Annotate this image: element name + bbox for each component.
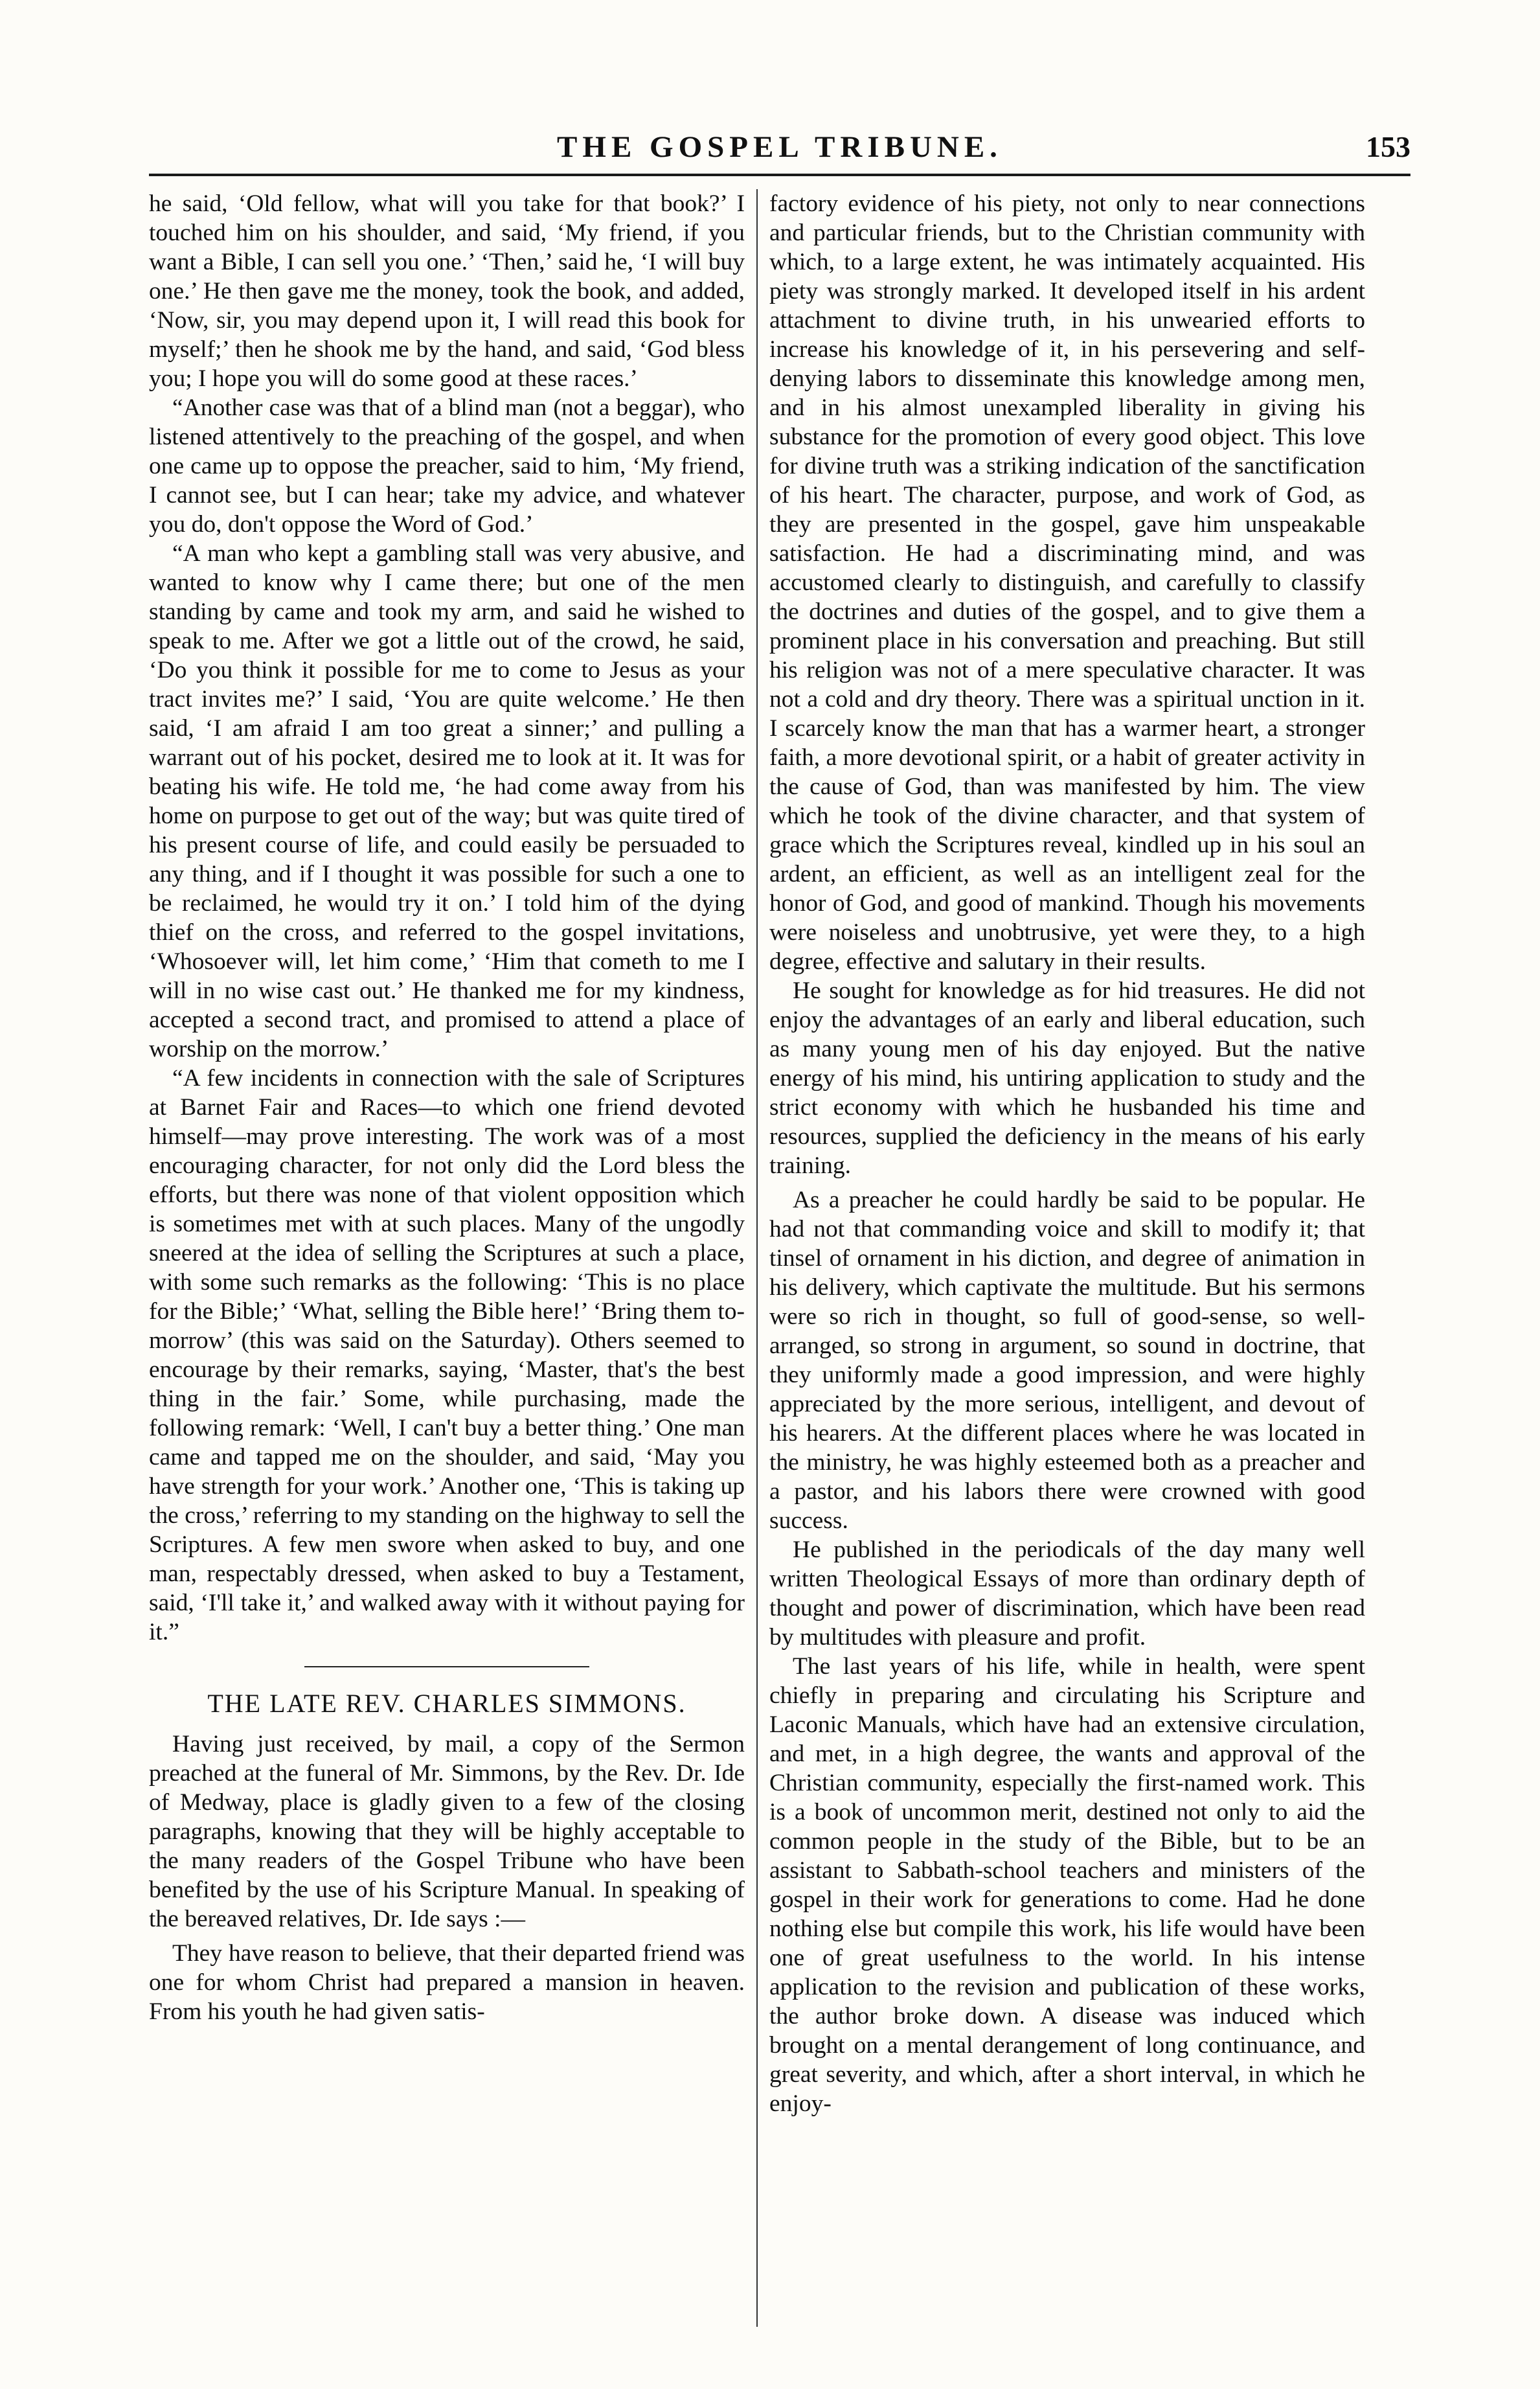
section-divider [304, 1666, 589, 1667]
paragraph: he said, ‘Old fellow, what will you take for that book?’ I touched him on his shoulder, and said, ‘My friend, if you want a Bible, I can sell you one.’ ‘Then,’ said he, ‘I will buy one.’ He then gave me the money, took the book, and added, ‘Now, sir, you may depend upon it, I will read this book for myself;’ then he shook me by the hand, and said, ‘God bless you; I hope you will do some good at these races.’ [149, 190, 745, 392]
paragraph: He sought for knowledge as for hid treasures. He did not enjoy the advantages of an early and liberal education, such as many young men of his day enjoyed. But the native energy of his mind, his untiring application to study and the strict economy with which he husbanded his time and resources, supplied the deficiency in the means of his early training. [769, 977, 1365, 1179]
page-number: 153 [1366, 130, 1410, 163]
paragraph: Having just received, by mail, a copy of the Sermon preached at the funeral of Mr. Simmons, by the Rev. Dr. Ide of Medway, place is gladly given to a few of the closing paragraphs, knowing that they will be highly acceptable to the many readers of the Gospel Tribune who have been benefited by the use of his Scripture Manual. In speaking of the bereaved relatives, Dr. Ide says :— [149, 1731, 745, 1932]
running-head [149, 128, 1410, 176]
spacer [769, 1180, 1365, 1185]
column-rule [756, 189, 758, 2327]
paragraph: “Another case was that of a blind man (not a beggar), who listened attentively to the preaching of the gospel, and when one came up to oppose the preacher, said to him, ‘My friend, I cannot see, but I can hear; take my advice, and whatever you do, don't oppose the Word of God.’ [149, 394, 745, 538]
paragraph: factory evidence of his piety, not only to near connections and particular friends, but to the Christian community with which, to a large extent, he was intimately acquainted. His piety was strongly marked. It developed itself in his ardent attachment to divine truth, in his unwearied efforts to increase his knowledge of it, in his persevering and self-denying labors to disseminate this knowledge among men, and in his almost unexampled liberality in giving his substance for the promotion of every good object. This love for divine truth was a striking indication of the sanctification of his heart. The character, purpose, and work of God, as they are presented in the gospel, gave him unspeakable satisfaction. He had a discriminating mind, and was accustomed clearly to distinguish, and carefully to classify the doctrines and duties of the gospel, and to give them a prominent place in his conversation and preaching. But still his religion was not of a mere speculative character. It was not a cold and dry theory. There was a spiritual unction in it. I scarcely know the man that has a warmer heart, a stronger faith, a more devotional spirit, or a habit of greater activity in the cause of God, than was manifested by him. The view which he took of the divine character, and that system of grace which the Scriptures reveal, kindled up in his soul an ardent, an efficient, as well as an intelligent zeal for the honor of God, and good of mankind. Though his movements were noiseless and unobtrusive, yet were they, to a high degree, effective and salutary in their results. [769, 190, 1365, 975]
paragraph: “A few incidents in connection with the sale of Scriptures at Barnet Fair and Races—to which one friend devoted himself—may prove interesting. The work was of a most encouraging character, for not only did the Lord bless the efforts, but there was none of that violent opposition which is sometimes met with at such places. Many of the ungodly sneered at the idea of selling the Scriptures at such a place, with some such remarks as the following: ‘This is no place for the Bible;’ ‘What, selling the Bible here!’ ‘Bring them to-morrow’ (this was said on the Saturday). Others seemed to encourage by their remarks, saying, ‘Master, that's the best thing in the fair.’ Some, while purchasing, made the following remark: ‘Well, I can't buy a better thing.’ One man came and tapped me on the shoulder, and said, ‘May you have strength for your work.’ Another one, ‘This is taking up the cross,’ referring to my standing on the highway to sell the Scriptures. A few men swore when asked to buy, and one man, respectably dressed, when asked to buy a Testament, said, ‘I'll take it,’ and walked away with it without paying for it.” [149, 1065, 745, 1645]
spacer [149, 1934, 745, 1939]
paragraph: They have reason to believe, that their departed friend was one for whom Christ had prepared a mansion in heaven. From his youth he had given satis- [149, 1940, 745, 2025]
article-heading: THE LATE REV. CHARLES SIMMONS. [207, 1689, 686, 1718]
running-title: THE GOSPEL TRIBUNE. [557, 130, 1002, 164]
paragraph: As a preacher he could hardly be said to be popular. He had not that commanding voice and skill to modify it; that tinsel of ornament in his diction, and degree of animation in his delivery, which captivate the multitude. But his sermons were so rich in thought, so full of good-sense, so well-arranged, so strong in argument, so sound in doctrine, that they uniformly made a good impression, and were highly appreciated by the more serious, intelligent, and devout of his hearers. At the different places where he was located in the ministry, he was highly esteemed both as a preacher and a pastor, and his labors there were crowned with good success. [769, 1187, 1365, 1534]
paragraph: “A man who kept a gambling stall was very abusive, and wanted to know why I came there; but one of the men standing by came and took my arm, and said he wished to speak to me. After we got a little out of the crowd, he said, ‘Do you think it possible for me to come to Jesus as your tract invites me?’ I said, ‘You are quite welcome.’ He then said, ‘I am afraid I am too great a sinner;’ and pulling a warrant out of his pocket, desired me to look at it. It was for beating his wife. He told me, ‘he had come away from his home on purpose to get out of the way; but was quite tired of his present course of life, and could easily be persuaded to any thing, and if I thought it was possible for such a one to be reclaimed, he would try it on.’ I told him of the dying thief on the cross, and referred to the gospel invitations, ‘Whosoever will, let him come,’ ‘Him that cometh to me I will in no wise cast out.’ He thanked me for my kindness, accepted a second tract, and promised to attend a place of worship on the morrow.’ [149, 540, 745, 1062]
paragraph: He published in the periodicals of the day many well written Theological Essays of more than ordinary depth of thought and power of discrimination, which have been read by multitudes with pleasure and profit. [769, 1537, 1365, 1651]
right-column [769, 189, 1365, 2333]
paragraph: The last years of his life, while in health, were spent chiefly in preparing and circulating his Scripture and Laconic Manuals, which have had an extensive circulation, and met, in a high degree, the wants and approval of the Christian community, especially the first-named work. This is a book of uncommon merit, destined not only to aid the common people in the study of the Bible, but to be an assistant to Sabbath-school teachers and ministers of the gospel in their work for generations to come. Had he done nothing else but compile this work, his life would have been one of great usefulness to the world. In his intense application to the revision and publication of these works, the author broke down. A disease was induced which brought on a mental derangement of long continuance, and great severity, and which, after a short interval, in which he enjoy- [769, 1653, 1365, 2117]
left-column [149, 189, 745, 2333]
